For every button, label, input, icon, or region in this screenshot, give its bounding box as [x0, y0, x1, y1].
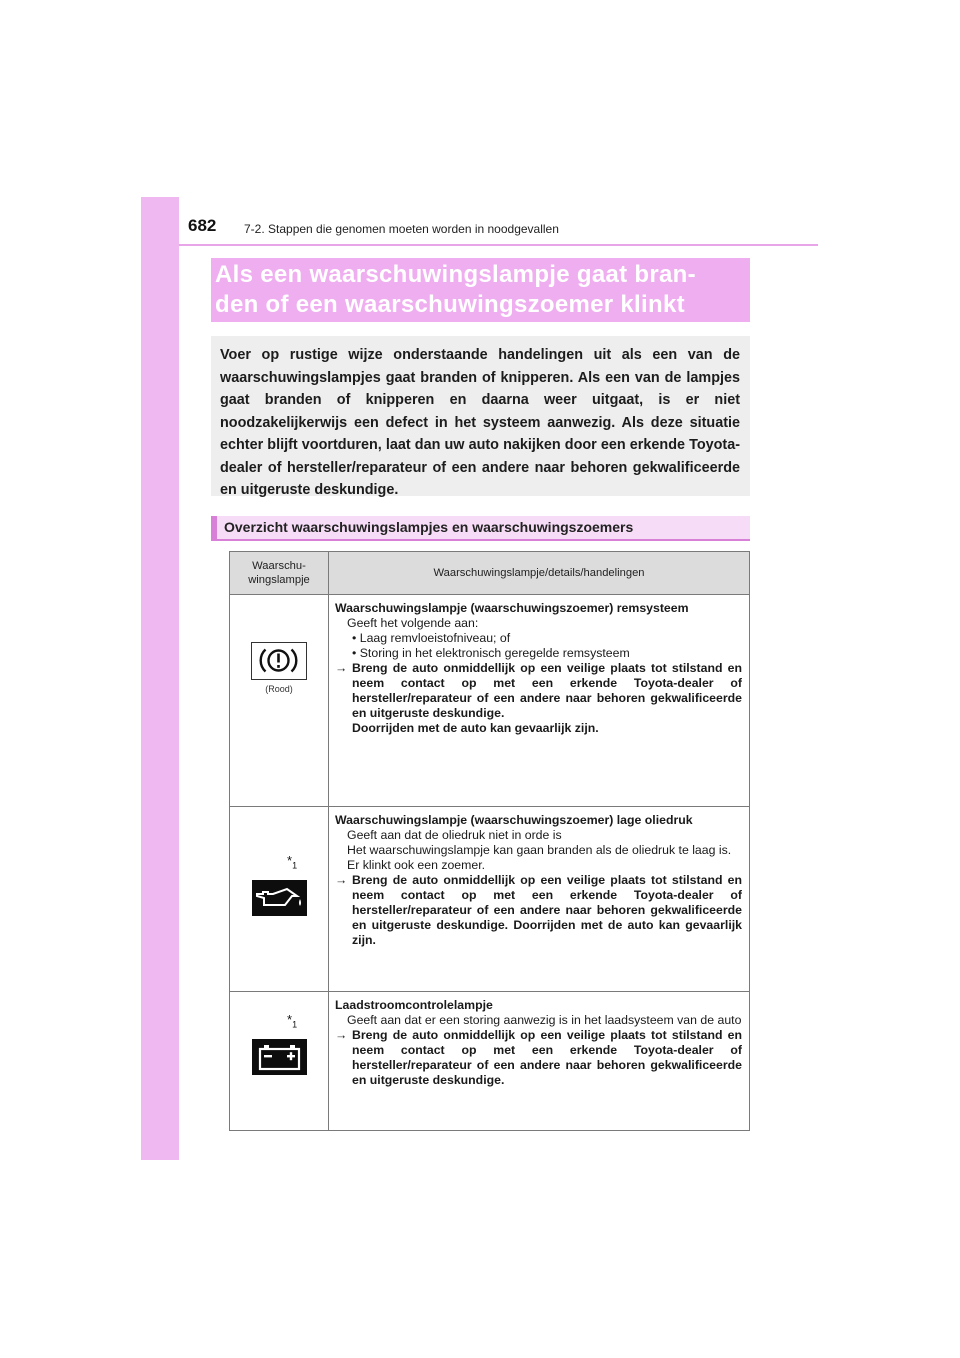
- table-row: [230, 807, 750, 992]
- oil-pressure-icon: [252, 880, 307, 916]
- page-title: [215, 260, 745, 320]
- footnote-asterisk: *: [287, 1012, 293, 1027]
- chapter-side-strip: [141, 197, 179, 1160]
- details-cell: [329, 807, 750, 992]
- detail-line: Er klinkt ook een zoemer.: [347, 858, 486, 872]
- section-rule: [211, 539, 750, 541]
- footnote-index: 1: [292, 1019, 298, 1030]
- footnote-marker: [287, 1012, 297, 1030]
- section-accent: [211, 516, 217, 540]
- detail-line: Het waarschuwingslampje kan gaan branden als de oliedruk te laag is.: [347, 843, 732, 857]
- action-text-body: Breng de auto onmiddellijk op een veilige plaats tot stilstand en neem contact op met een erkende Toyota-dealer of hersteller/reparateur of een andere naar behoren gekwalificeerde en uitgeruste deskundige.: [352, 661, 742, 720]
- arrow-right-icon: →: [335, 873, 348, 887]
- action-text: [335, 661, 742, 721]
- icon-color-label: (Rood): [265, 684, 293, 694]
- intro-paragraph: Voer op rustige wijze onderstaande handelingen uit als een van de waarschuwingslampjes gaat branden of knipperen. Als een van de lampjes gaat branden of knipperen en daarna weer uitgaat, is er niet noodzakelijkerwijs een defect in het systeem aanwezig. Als deze situatie echter blijft voortduren, laat dan uw auto nakijken door een erkende Toyota-dealer of hersteller/reparateur of een andere naar behoren gekwalificeerde en uitgeruste deskundige.: [220, 347, 740, 498]
- light-title: Waarschuwingslampje (waarschuwingszoemer) remsysteem: [335, 601, 689, 615]
- detail-line: Geeft het volgende aan:: [347, 616, 479, 630]
- column-header-light-text: Waarschu- wingslampje: [248, 560, 310, 586]
- detail-bullet-text: Storing in het elektronisch geregelde remsysteem: [359, 646, 630, 660]
- table-row: [230, 595, 750, 807]
- light-title: Waarschuwingslampje (waarschuwingszoemer) lage oliedruk: [335, 813, 693, 827]
- warning-light-table: [229, 551, 750, 1131]
- detail-bullet-text: Laag remvloeistofniveau; of: [359, 631, 511, 645]
- column-header-light: [230, 552, 329, 595]
- details-cell: [329, 992, 750, 1131]
- brake-warning-icon-graphic: [252, 643, 305, 678]
- icon-cell: [230, 992, 329, 1131]
- battery-charge-icon: [252, 1039, 307, 1075]
- detail-line: Geeft aan dat er een storing aanwezig is in het laadsysteem van de auto: [347, 1013, 742, 1027]
- footnote-asterisk: *: [287, 853, 293, 868]
- table-header-row: [230, 552, 750, 595]
- section-title: Overzicht waarschuwingslampjes en waarschuwingszoemers: [224, 519, 634, 535]
- arrow-right-icon: →: [335, 1028, 348, 1042]
- running-header: 7-2. Stappen die genomen moeten worden in noodgevallen: [244, 222, 559, 236]
- icon-cell: [230, 807, 329, 992]
- icon-cell: [230, 595, 329, 807]
- detail-line: Geeft aan dat de oliedruk niet in orde is: [347, 828, 562, 842]
- action-text: [335, 1028, 742, 1088]
- detail-bullet: • Laag remvloeistofniveau; of: [352, 631, 511, 645]
- column-header-details: Waarschuwingslampje/details/handelingen: [329, 552, 750, 595]
- detail-bullet: • Storing in het elektronisch geregelde remsysteem: [352, 646, 630, 660]
- brake-warning-icon: [251, 642, 307, 680]
- footnote-marker: [287, 853, 297, 871]
- page-title-line-1: Als een waarschuwingslampje gaat bran-: [215, 261, 696, 288]
- action-text: [335, 873, 742, 948]
- footnote-index: 1: [292, 860, 298, 871]
- light-title: Laadstroomcontrolelampje: [335, 998, 493, 1012]
- details-cell: [329, 595, 750, 807]
- table-row: [230, 992, 750, 1131]
- page-number: 682: [188, 216, 217, 235]
- arrow-right-icon: →: [335, 661, 348, 675]
- header-rule: [179, 244, 818, 246]
- oil-pressure-icon-graphic: [252, 880, 307, 916]
- battery-charge-icon-graphic: [252, 1039, 307, 1075]
- action-text-body: Breng de auto onmiddellijk op een veilige plaats tot stilstand en neem contact op met een erkende Toyota-dealer of hersteller/reparateur of een andere naar behoren gekwalificeerde en uitgeruste deskundige.: [352, 1028, 742, 1087]
- action-warning: Doorrijden met de auto kan gevaarlijk zijn.: [352, 721, 599, 735]
- action-text-body: Breng de auto onmiddellijk op een veilige plaats tot stilstand en neem contact op met een erkende Toyota-dealer of hersteller/reparateur of een andere naar behoren gekwalificeerde en uitgeruste deskundige. Doorrijden met de auto kan gevaarlijk zijn.: [352, 873, 742, 947]
- page-title-line-2: den of een waarschuwingszoemer klinkt: [215, 291, 685, 318]
